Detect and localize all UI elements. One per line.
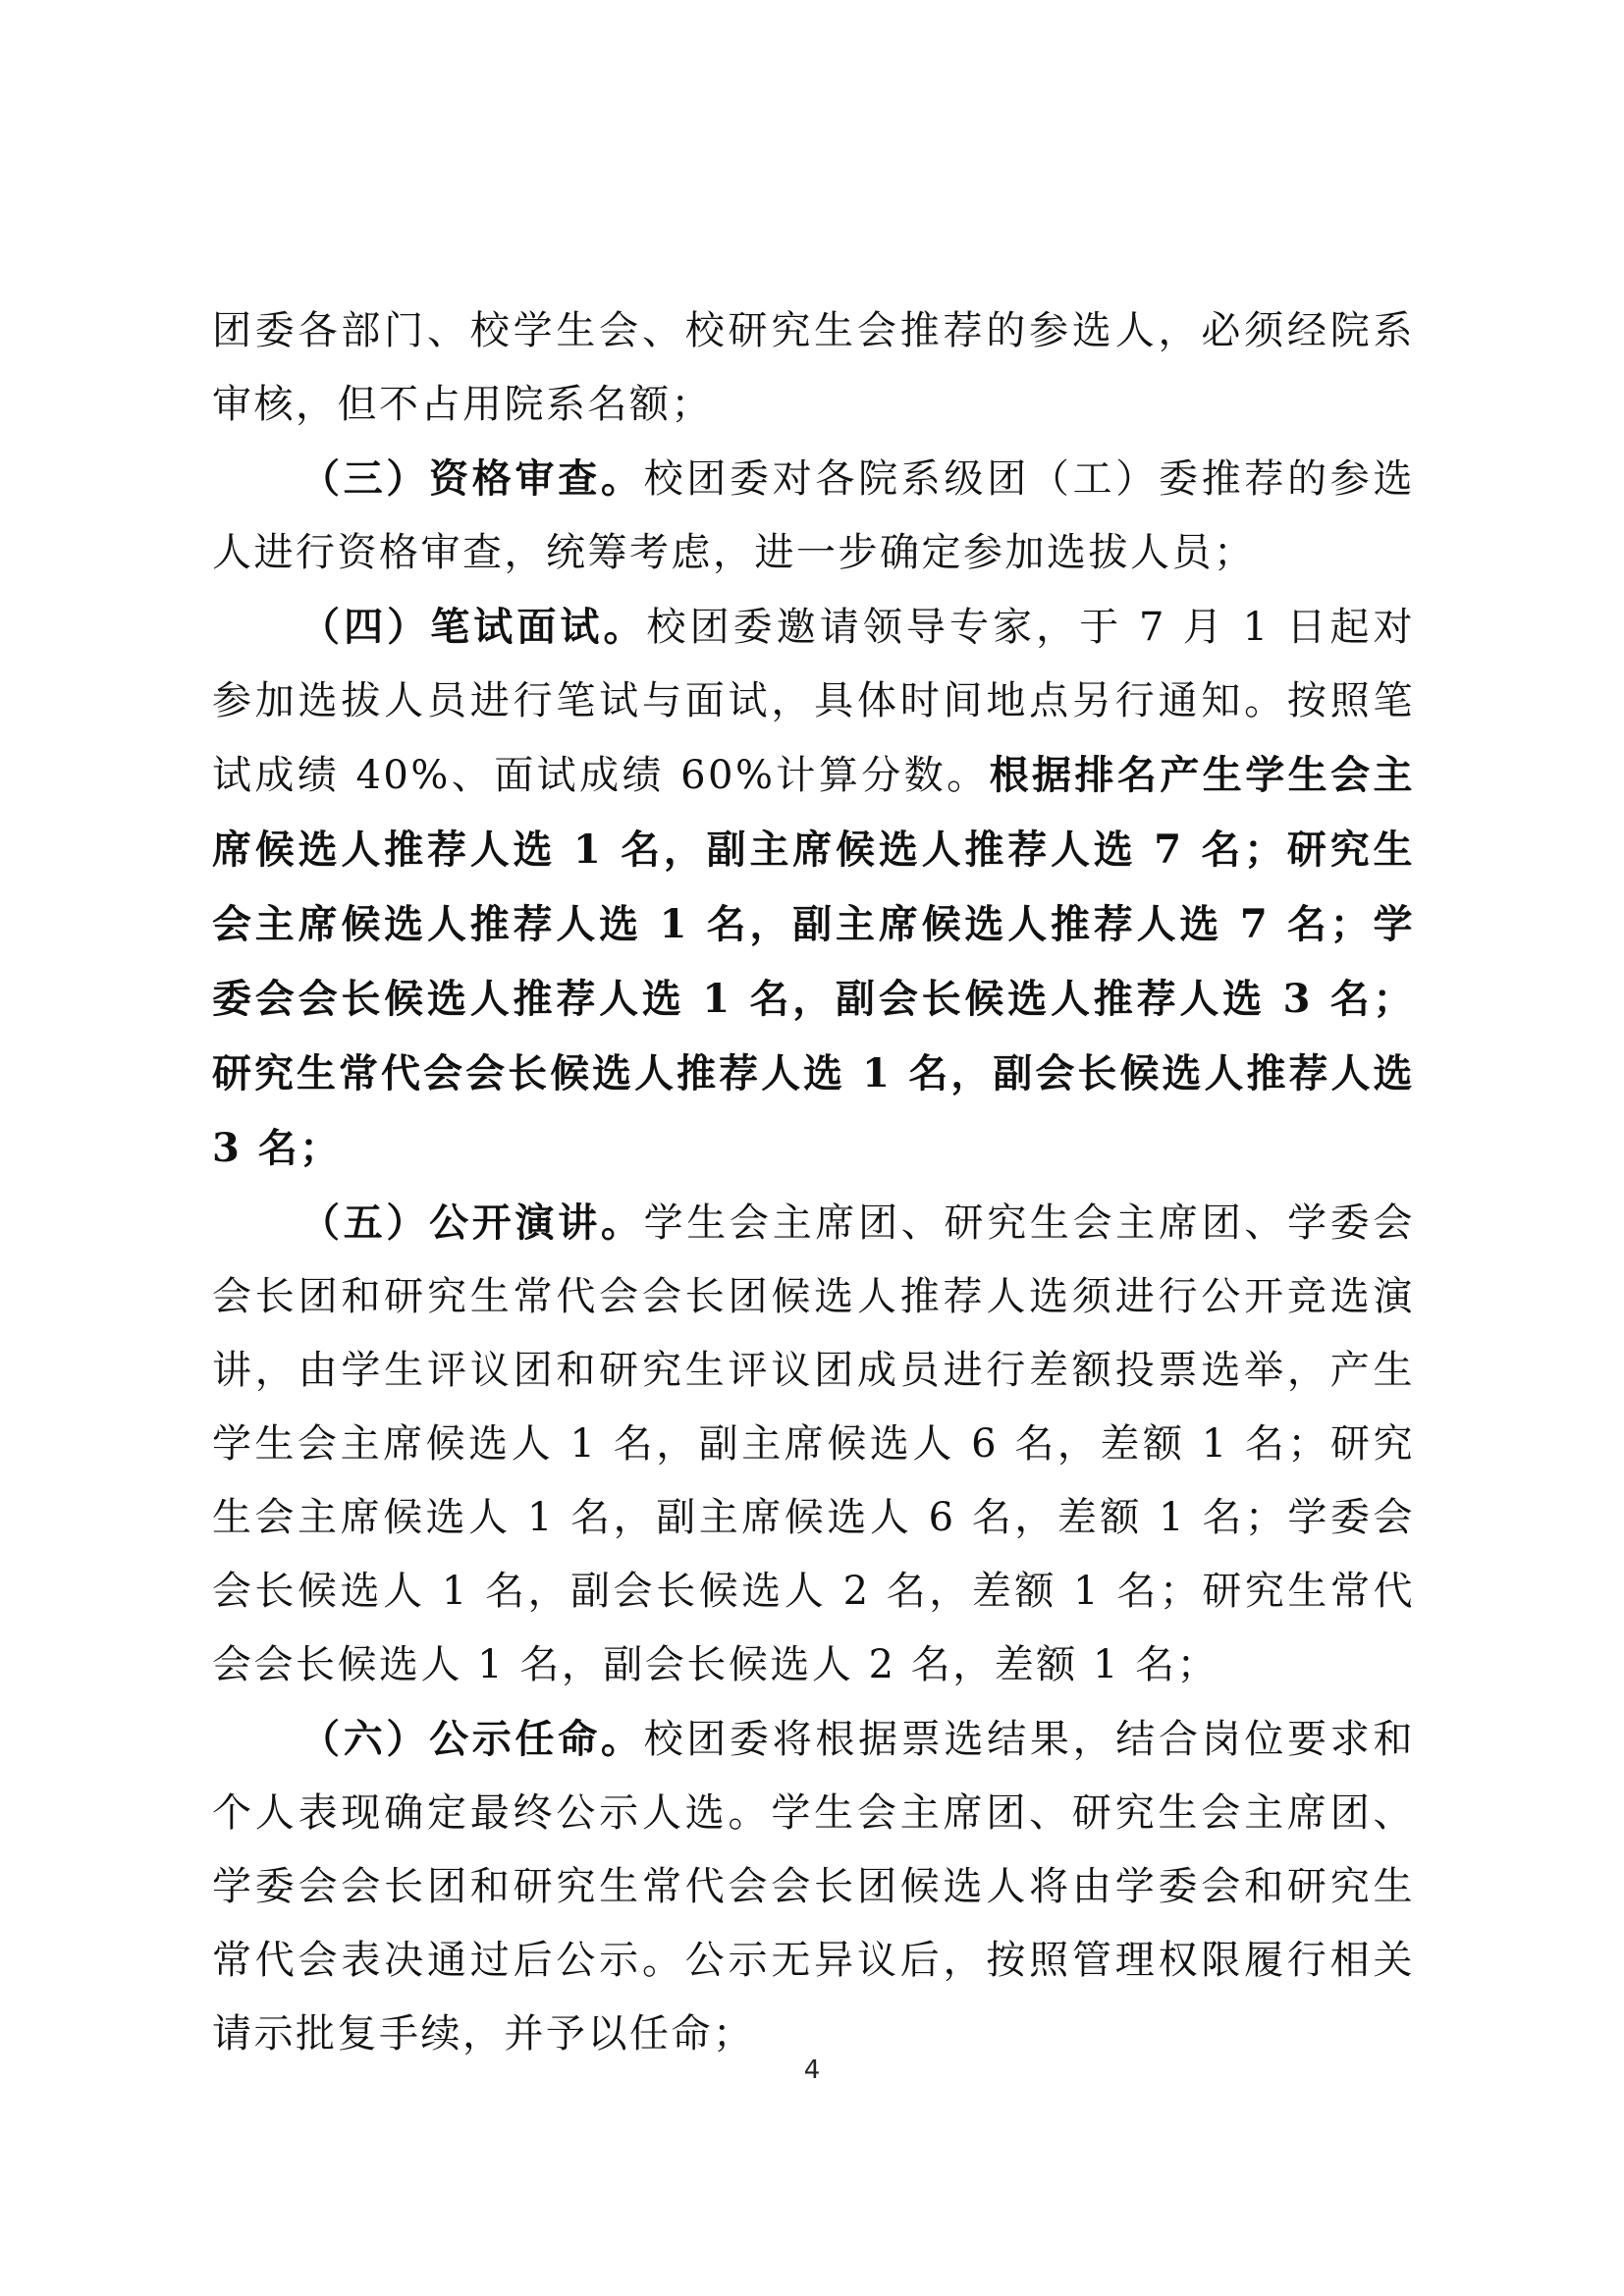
paragraph-bold-text: 根据排名产生学生会主席候选人推荐人选 1 名，副主席候选人推荐人选 7 名；研究生会主席候选人推荐人选 1 名，副主席候选人推荐人选 7 名；学委会会长候选人推荐人选 1 名，副会长候选人推荐人选 3 名；研究生常代会会长候选人推荐人选 1 名，副会长候选人推荐人选 3 名； <box>212 752 1416 1171</box>
paragraph-text: 团委各部门、校学生会、校研究生会推荐的参选人，必须经院系审核，但不占用院系名额； <box>212 308 1415 427</box>
section-heading: （三）资格审查。 <box>300 455 644 502</box>
paragraph-text: 学生会主席团、研究生会主席团、学委会会长团和研究生常代会会长团候选人推荐人选须进行公开竞选演讲，由学生评议团和研究生评议团成员进行差额投票选举，产生学生会主席候选人 1 名，副主席候选人 6 名，差额 1 名；研究生会主席候选人 1 名，副主席候选人 6 名，差额 1 名；学委会会长候选人 1 名，副会长候选人 2 名，差额 1 名；研究生常代会会长候选人 1 名，副会长候选人 2 名，差额 1 名； <box>212 1201 1416 1687</box>
section-heading: （六）公示任命。 <box>300 1716 644 1762</box>
paragraph-public-speech <box>212 1186 1415 1702</box>
paragraph-written-interview <box>212 590 1415 1186</box>
paragraph-publicity-appointment <box>212 1702 1415 2071</box>
paragraph-text: 校团委邀请领导专家，于 7 月 1 日起对参加选拔人员进行笔试与面试，具体时间地点另行通知。按照笔试成绩 40%、面试成绩 60%计算分数。 <box>212 605 1416 798</box>
document-body <box>212 294 1415 2071</box>
page-number: 4 <box>803 2056 821 2085</box>
paragraph-continuation <box>212 294 1415 442</box>
section-heading: （五）公开演讲。 <box>300 1200 644 1246</box>
section-heading: （四）笔试面试。 <box>300 604 647 650</box>
paragraph-text: 校团委对各院系级团（工）委推荐的参选人进行资格审查，统筹考虑，进一步确定参加选拔人员； <box>212 456 1416 575</box>
paragraph-text: 校团委将根据票选结果，结合岗位要求和个人表现确定最终公示人选。学生会主席团、研究生会主席团、学委会会长团和研究生常代会会长团候选人将由学委会和研究生常代会表决通过后公示。公示无异议后，按照管理权限履行相关请示批复手续，并予以任命； <box>212 1717 1416 2056</box>
paragraph-qualification-review <box>212 442 1415 590</box>
